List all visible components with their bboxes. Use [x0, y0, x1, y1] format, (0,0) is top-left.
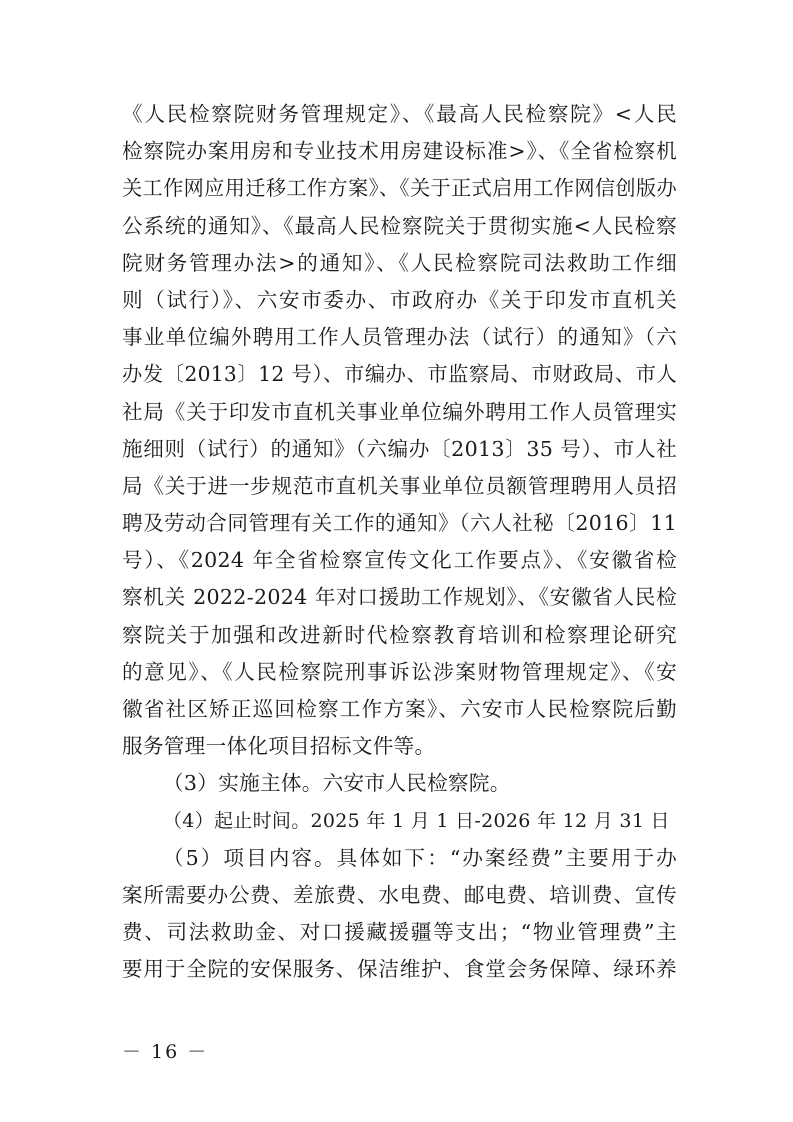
text-line: 号）、《2024 年全省检察宣传文化工作要点》、《安徽省检 — [122, 548, 677, 573]
section-3-line: （3）实施主体。六安市人民检察院。 — [163, 771, 511, 796]
text-line: 办发〔2013〕12 号）、市编办、市监察局、市财政局、市人 — [122, 362, 677, 387]
text-line: 则（试行）》、六安市委办、市政府办《关于印发市直机关 — [122, 287, 677, 312]
body-text — [122, 96, 677, 989]
text-line: 社局《关于印发市直机关事业单位编外聘用工作人员管理实 — [122, 399, 677, 424]
text-line: 施细则（试行）的通知》（六编办〔2013〕35 号）、市人社 — [122, 436, 677, 461]
text-line: 察院关于加强和改进新时代检察教育培训和检察理论研究 — [122, 622, 677, 647]
text-line: 检察院办案用房和专业技术用房建设标准>》、《全省检察机 — [122, 139, 677, 164]
text-line: 案所需要办公费、差旅费、水电费、邮电费、培训费、宣传 — [122, 882, 677, 907]
text-line: 聘及劳动合同管理有关工作的通知》（六人社秘〔2016〕11 — [122, 511, 677, 536]
text-line: 局《关于进一步规范市直机关事业单位员额管理聘用人员招 — [122, 473, 677, 498]
text-line: 院财务管理办法>的通知》、《人民检察院司法救助工作细 — [122, 250, 677, 275]
text-line: 徽省社区矫正巡回检察工作方案》、六安市人民检察院后勤 — [122, 697, 677, 721]
section-4-line: （4）起止时间。2025 年 1 月 1 日-2026 年 12 月 31 日 — [163, 809, 670, 832]
text-line: 公系统的通知》、《最高人民检察院关于贯彻实施<人民检察 — [122, 213, 677, 238]
section-5-line: （5）项目内容。具体如下：“办案经费”主要用于办 — [163, 845, 677, 870]
text-line: 服务管理一体化项目招标文件等。 — [122, 734, 436, 759]
text-line: 要用于全院的安保服务、保洁维护、食堂会务保障、绿环养 — [122, 957, 677, 982]
text-line: 关工作网应用迁移工作方案》、《关于正式启用工作网信创版办 — [122, 176, 677, 201]
text-line: 《人民检察院财务管理规定》、《最高人民检察院》<人民 — [122, 102, 677, 126]
text-line: 事业单位编外聘用工作人员管理办法（试行）的通知》（六 — [122, 325, 677, 350]
text-line: 的意见》、《人民检察院刑事诉讼涉案财物管理规定》、《安 — [122, 659, 677, 684]
text-line: 费、司法救助金、对口援藏援疆等支出；“物业管理费”主 — [122, 920, 677, 945]
page-number: － 16 － — [122, 1041, 209, 1063]
text-line: 察机关 2022-2024 年对口援助工作规划》、《安徽省人民检 — [122, 585, 677, 610]
